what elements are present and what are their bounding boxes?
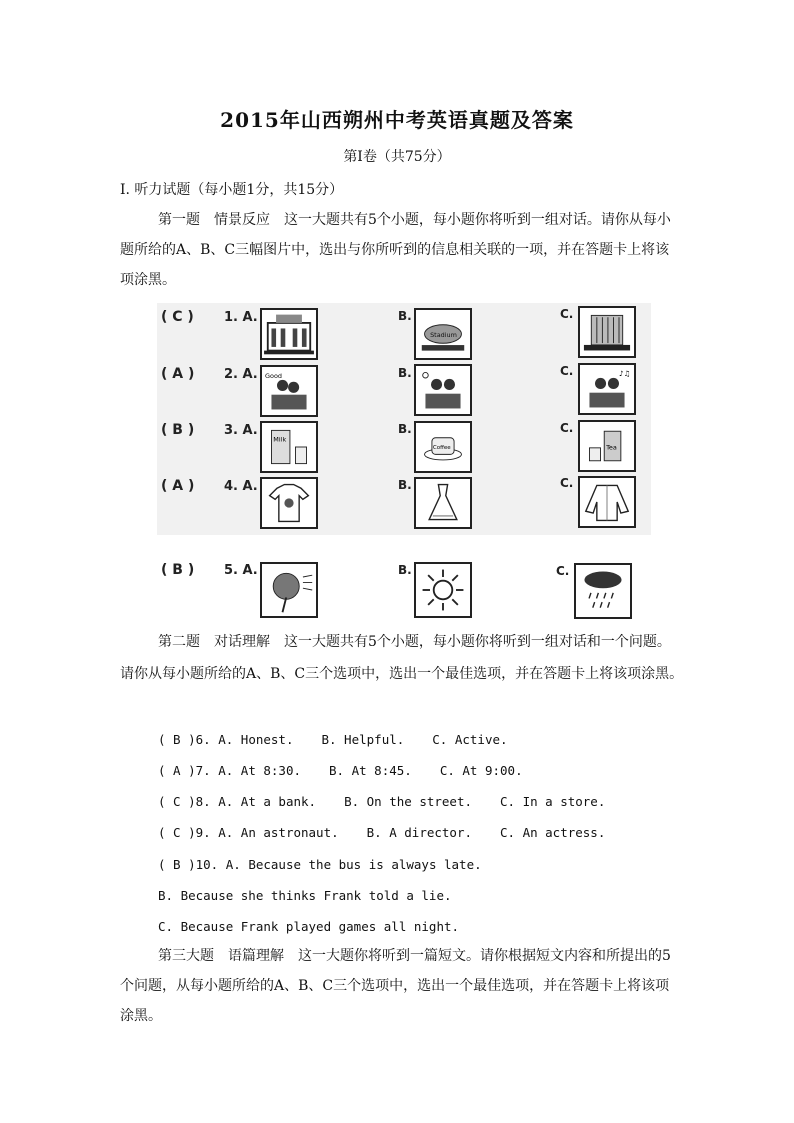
- answer-1: ( C ): [161, 309, 194, 325]
- q9-option-a: A. An astronaut.: [218, 825, 339, 840]
- page-title: 2015年山西朔州中考英语真题及答案: [220, 108, 574, 132]
- picture-panel: [157, 303, 651, 535]
- good-text: Good: [265, 372, 282, 381]
- question-number-1: 1. A.: [224, 310, 258, 325]
- option-c-label-4: C.: [560, 476, 574, 490]
- image-people-talking: [414, 364, 472, 416]
- q7-option-a: A. At 8:30.: [218, 763, 302, 778]
- option-c-label-2: C.: [560, 364, 574, 378]
- q6-option-c: C. Active.: [432, 732, 508, 747]
- q10-option-a: A. Because the bus is always late.: [225, 857, 482, 872]
- image-rainy: [574, 563, 632, 619]
- q8-option-b: B. On the street.: [344, 794, 472, 809]
- image-dress: [414, 477, 472, 529]
- image-t-shirt: [260, 477, 318, 529]
- question-10: [158, 857, 482, 872]
- q9-option-c: C. An actress.: [500, 825, 606, 840]
- answer-5: ( B ): [161, 562, 195, 578]
- q7-option-c: C. At 9:00.: [439, 763, 523, 778]
- image-milk-carton: [260, 421, 318, 473]
- question-8: [158, 794, 605, 809]
- image-people-greeting: [260, 365, 318, 417]
- paper-subtitle: 第I卷（共75分）: [343, 149, 451, 165]
- part3-intro-line3: 涂黑。: [120, 1008, 162, 1024]
- image-bank-building: [260, 308, 318, 360]
- part1-intro-line1: 第一题 情景反应 这一大题共有5个小题，每小题你将听到一组对话。请你从每小: [158, 212, 671, 228]
- option-b-label-1: B.: [398, 309, 412, 323]
- option-b-label-3: B.: [398, 422, 412, 436]
- answer-3: ( B ): [161, 422, 195, 438]
- part2-intro-line1: 第二题 对话理解 这一大题共有5个小题，每小题你将听到一组对话和一个问题。: [158, 634, 671, 650]
- image-people-singing: [578, 363, 636, 415]
- coffee-text: Coffee: [432, 444, 451, 451]
- q6-answer: ( B )6.: [158, 732, 211, 747]
- option-b-label-5: B.: [398, 563, 412, 577]
- option-c-label-3: C.: [560, 421, 574, 435]
- part1-intro-line3: 项涂黑。: [120, 272, 176, 288]
- part3-intro-line1: 第三大题 语篇理解 这一大题你将听到一篇短文。请你根据短文内容和所提出的5: [158, 948, 671, 964]
- question-9: [158, 825, 605, 840]
- q10-option-c: C. Because Frank played games all night.: [158, 919, 460, 934]
- option-b-label-2: B.: [398, 366, 412, 380]
- q10-answer: ( B )10.: [158, 857, 219, 872]
- image-windy-tree: [260, 562, 318, 618]
- option-c-label-1: C.: [560, 307, 574, 321]
- question-number-5: 5. A.: [224, 563, 258, 578]
- question-7: [158, 763, 523, 778]
- question-number-2: 2. A.: [224, 367, 258, 382]
- tea-text: Tea: [606, 443, 617, 452]
- image-tea-box: [578, 420, 636, 472]
- question-number-4: 4. A.: [224, 479, 258, 494]
- question-6: [158, 732, 508, 747]
- part2-intro-line2: 请你从每小题所给的A、B、C三个选项中，选出一个最佳选项，并在答题卡上将该项涂黑。: [120, 666, 684, 682]
- option-b-label-4: B.: [398, 478, 412, 492]
- q10-option-b: B. Because she thinks Frank told a lie.: [158, 888, 452, 903]
- option-c-label-5: C.: [556, 564, 570, 578]
- q6-option-b: B. Helpful.: [321, 732, 405, 747]
- image-sunny: [414, 562, 472, 618]
- q7-option-b: B. At 8:45.: [329, 763, 412, 778]
- question-number-3: 3. A.: [224, 423, 258, 438]
- q8-option-a: A. At a bank.: [218, 794, 317, 809]
- svg-text:♪♫: ♪♫: [619, 369, 631, 379]
- answer-4: ( A ): [161, 478, 195, 494]
- part3-intro-line2: 个问题，从每小题所给的A、B、C三个选项中，选出一个最佳选项，并在答题卡上将该项: [120, 978, 670, 994]
- q6-option-a: A. Honest.: [218, 732, 294, 747]
- image-stadium: [414, 308, 472, 360]
- q9-answer: ( C )9.: [158, 825, 211, 840]
- image-hospital-building: [578, 306, 636, 358]
- q8-answer: ( C )8.: [158, 794, 211, 809]
- q8-option-c: C. In a store.: [500, 794, 606, 809]
- milk-text: Milk: [273, 435, 287, 444]
- stadium-text: Stadium: [430, 330, 457, 339]
- answer-2: ( A ): [161, 366, 195, 382]
- part1-intro-line2: 题所给的A、B、C三幅图片中，选出与你所听到的信息相关联的一项，并在答题卡上将该: [120, 242, 670, 258]
- image-sweater: [578, 476, 636, 528]
- section-heading: I. 听力试题（每小题1分，共15分）: [120, 182, 344, 198]
- q9-option-b: B. A director.: [366, 825, 472, 840]
- image-coffee-cup: [414, 421, 472, 473]
- q7-answer: ( A )7.: [158, 763, 211, 778]
